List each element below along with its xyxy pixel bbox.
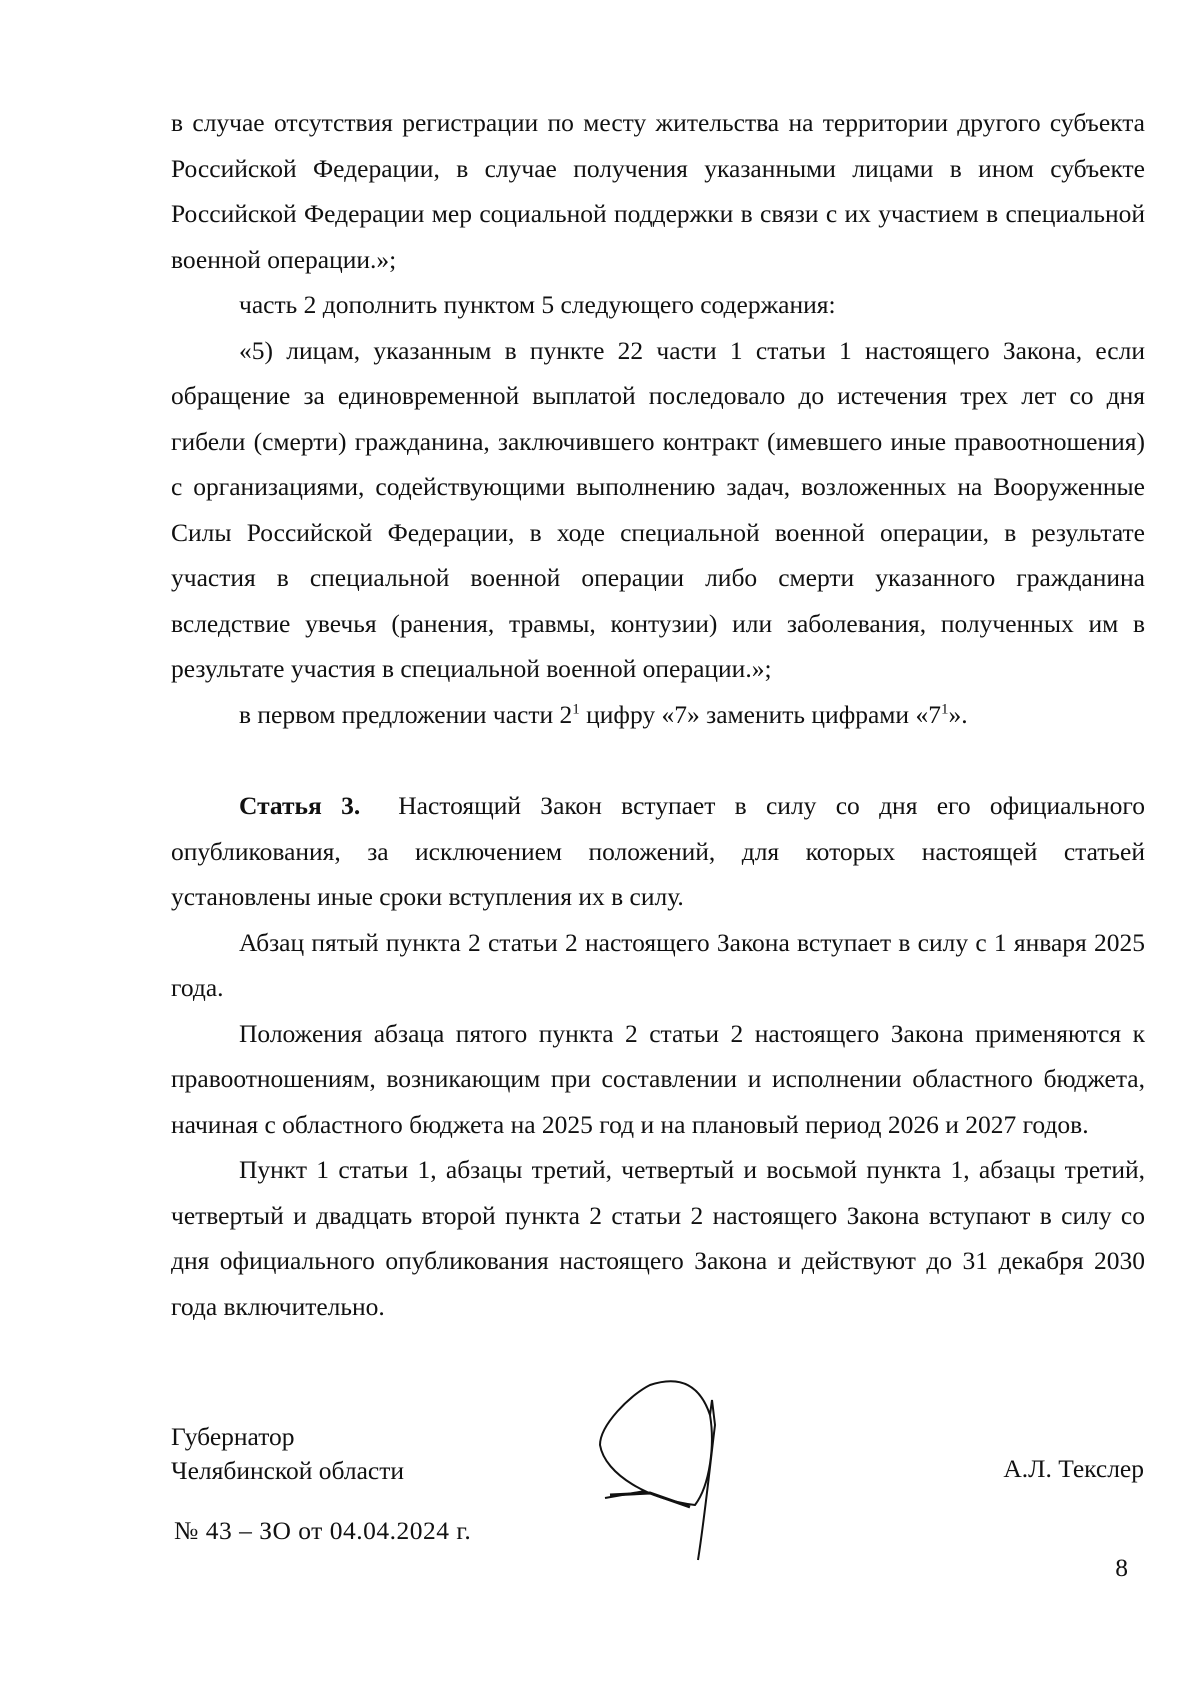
article-3-paragraph (171, 783, 1145, 920)
paragraph: часть 2 дополнить пунктом 5 следующего содержания: (239, 290, 836, 319)
page-number: 8 (1115, 1553, 1128, 1582)
article-text: Настоящий Закон вступает в силу со дня его официального опубликования, за исключением положений, для которых настоящей статьей установлены иные сроки вступления их в силу. (171, 791, 1145, 911)
spacer (171, 737, 1145, 783)
text-run: ». (948, 699, 968, 729)
document-body (171, 100, 1145, 1329)
paragraph: Положения абзаца пятого пункта 2 статьи 2 настоящего Закона применяются к правоотношениям, возникающим при составлении и исполнении областного бюджета, начиная с областного бюджета на 2025 год и на плановый период 2026 и 2027 годов. (171, 1018, 1145, 1139)
signatory-name: А.Л. Текслер (1003, 1454, 1144, 1483)
paragraph: в случае отсутствия регистрации по месту жительства на территории другого субъекта Российской Федерации, в случае получения указанными лицами в ином субъекте Российской Федерации мер социальной поддержки в связи с их участием в специальной военной операции.»; (171, 108, 1145, 274)
paragraph: «5) лицам, указанным в пункте 22 части 1 статьи 1 настоящего Закона, если обращение за единовременной выплатой последовало до истечения трех лет со дня гибели (смерти) гражданина, заключившего контракт (имевшего иные правоотношения) с организациями, содействующими выполнению задач, возложенных на Вооруженные Силы Российской Федерации, в ходе специальной военной операции, в результате участия в специальной военной операции либо смерти указанного гражданина вследствие увечья (ранения, травмы, контузии) или заболевания, полученных им в результате участия в специальной военной операции.»; (171, 335, 1145, 683)
paragraph: Абзац пятый пункта 2 статьи 2 настоящего Закона вступает в силу с 1 января 2025 года. (171, 927, 1145, 1002)
paragraph-amendment (171, 692, 1145, 738)
superscript: 1 (572, 701, 580, 717)
handwritten-signature (590, 1365, 790, 1565)
text-run: цифру «7» заменить цифрами «7 (579, 699, 941, 729)
law-number: № 43 – ЗО от 04.04.2024 г. (174, 1516, 472, 1545)
paragraph: Пункт 1 статьи 1, абзацы третий, четвертый и восьмой пункта 1, абзацы третий, четвертый и двадцать второй пункта 2 статьи 2 настоящего Закона вступают в силу со дня официального опубликования настоящего Закона и действуют до 31 декабря 2030 года включительно. (171, 1155, 1145, 1321)
signatory-title (171, 1420, 404, 1488)
signatory-title-line: Губернатор (171, 1422, 295, 1451)
signatory-title-line: Челябинской области (171, 1456, 405, 1485)
superscript: 1 (940, 701, 949, 717)
article-heading: Статья 3. (239, 791, 361, 820)
text-run: в первом предложении части 2 (239, 699, 573, 729)
